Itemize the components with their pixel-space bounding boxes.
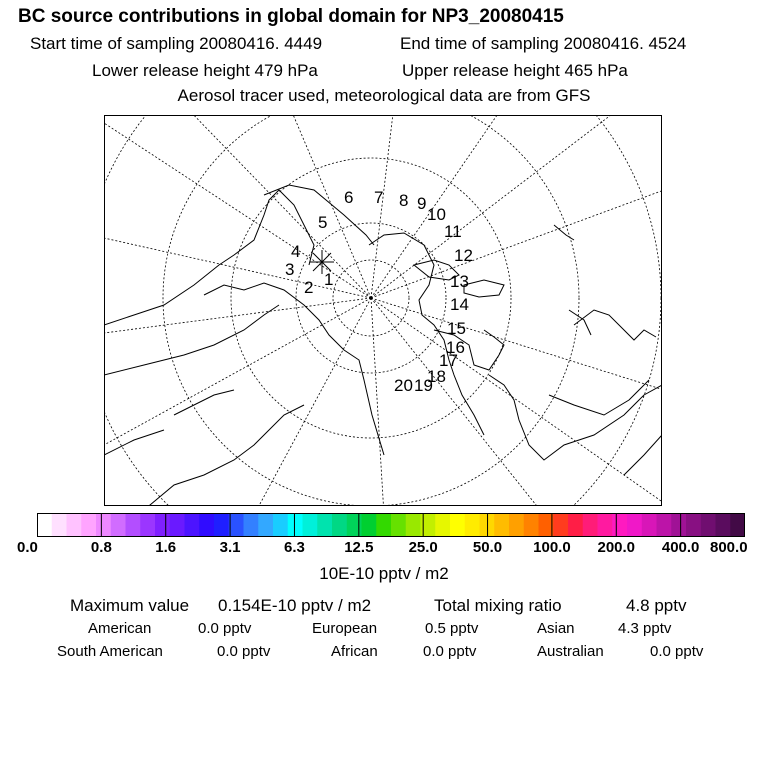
region-value: 0.0 pptv: [650, 643, 704, 660]
color-swatch: [303, 513, 318, 537]
color-swatch: [671, 513, 686, 537]
total-mixing-label: Total mixing ratio: [434, 596, 562, 615]
color-scale-tick-label: 3.1: [219, 539, 241, 556]
color-scale-tick-label: 400.0: [661, 539, 700, 556]
trajectory-label: 12: [454, 246, 473, 265]
color-swatch: [96, 513, 111, 537]
region-name: Australian: [537, 643, 604, 660]
region-value: 4.3 pptv: [618, 620, 672, 637]
region-value: 0.0 pptv: [217, 643, 271, 660]
trajectory-label: 5: [318, 213, 328, 232]
color-swatch: [229, 513, 244, 537]
trajectory-label: 16: [446, 338, 465, 357]
color-swatch: [568, 513, 583, 537]
color-swatch: [657, 513, 672, 537]
trajectory-label: 7: [374, 188, 384, 207]
lower-release-height: Lower release height 479 hPa: [92, 61, 318, 80]
color-swatch: [435, 513, 450, 537]
total-mixing-value: 4.8 pptv: [626, 596, 687, 615]
color-swatch: [126, 513, 141, 537]
color-swatch: [170, 513, 185, 537]
color-scale-tick-label: 25.0: [408, 539, 438, 556]
color-scale-tick-label: 1.6: [155, 539, 177, 556]
trajectory-label: 2: [304, 278, 314, 297]
trajectory-label: 9: [417, 194, 427, 213]
color-scale-tick-label: 6.3: [284, 539, 305, 556]
trajectory-label: 6: [344, 188, 354, 207]
trajectory-label: 19: [414, 376, 433, 395]
region-name: Asian: [537, 620, 575, 637]
trajectory-label: 4: [291, 242, 301, 261]
color-swatch: [553, 513, 568, 537]
trajectory-label: 17: [439, 351, 458, 370]
color-swatch: [199, 513, 214, 537]
color-swatch: [140, 513, 155, 537]
coastlines: [104, 185, 662, 506]
color-swatch: [465, 513, 480, 537]
color-swatch: [583, 513, 598, 537]
color-swatch: [244, 513, 259, 537]
color-swatch: [273, 513, 288, 537]
max-value-label: Maximum value: [70, 596, 190, 615]
color-swatch: [686, 513, 701, 537]
color-swatch: [52, 513, 67, 537]
upper-release-height: Upper release height 465 hPa: [402, 61, 628, 80]
aerosol-note: Aerosol tracer used, meteorological data are from GFS: [177, 86, 591, 105]
trajectory-label: 20: [394, 376, 413, 395]
color-swatch: [716, 513, 731, 537]
trajectory-label: 8: [399, 191, 409, 210]
color-swatch: [612, 513, 627, 537]
trajectory-label: 13: [450, 272, 469, 291]
color-swatch: [701, 513, 716, 537]
color-swatch: [317, 513, 332, 537]
color-swatch: [406, 513, 421, 537]
max-value: 0.154E-10 pptv / m2: [218, 596, 372, 615]
region-value: 0.0 pptv: [423, 643, 477, 660]
color-swatch: [494, 513, 509, 537]
color-swatch: [81, 513, 96, 537]
color-scale-tick-label: 50.0: [472, 539, 503, 556]
color-swatch: [111, 513, 126, 537]
trajectory-label: 10: [427, 205, 446, 224]
color-swatch: [730, 513, 745, 537]
color-scale-tick-label: 100.0: [533, 539, 571, 556]
color-scale-bar: [37, 513, 745, 537]
color-swatch: [185, 513, 200, 537]
region-name: American: [88, 620, 152, 637]
page-title: BC source contributions in global domain for NP3_20080415: [18, 6, 564, 27]
polar-map: [104, 115, 662, 506]
color-swatch: [332, 513, 347, 537]
region-value: 0.0 pptv: [198, 620, 252, 637]
color-swatch: [376, 513, 391, 537]
color-swatch: [67, 513, 82, 537]
color-swatch: [450, 513, 465, 537]
color-swatch: [214, 513, 229, 537]
color-swatch: [642, 513, 657, 537]
region-value: 0.5 pptv: [425, 620, 479, 637]
end-time: End time of sampling 20080416. 4524: [400, 34, 687, 53]
color-scale-tick-label: 800.0: [710, 539, 748, 556]
trajectory-label: 14: [450, 295, 469, 314]
region-name: African: [331, 643, 378, 660]
start-time: Start time of sampling 20080416. 4449: [30, 34, 323, 53]
trajectory-label: 18: [427, 367, 446, 386]
color-swatch: [155, 513, 170, 537]
color-scale-tick-label: 12.5: [344, 539, 374, 556]
color-swatch: [288, 513, 303, 537]
color-swatch: [258, 513, 273, 537]
color-swatch: [37, 513, 52, 537]
color-swatch: [627, 513, 642, 537]
color-scale-tick-label: 0.0: [17, 539, 38, 556]
latitude-circles: [104, 115, 661, 506]
color-swatch: [524, 513, 539, 537]
color-swatch: [391, 513, 406, 537]
map-frame: [105, 116, 662, 506]
region-name: South American: [57, 643, 163, 660]
color-swatch: [347, 513, 362, 537]
color-swatch: [598, 513, 613, 537]
region-name: European: [312, 620, 378, 637]
color-scale-tick-label: 0.8: [90, 539, 112, 556]
color-scale-tick-label: 200.0: [597, 539, 636, 556]
color-scale-units: 10E-10 pptv / m2: [319, 564, 449, 583]
trajectory-label: 11: [444, 222, 462, 241]
trajectory-label: 15: [447, 319, 466, 338]
trajectory-label: 3: [285, 260, 295, 279]
color-swatch: [509, 513, 524, 537]
trajectory-label: 1: [324, 270, 334, 289]
color-swatch: [362, 513, 377, 537]
